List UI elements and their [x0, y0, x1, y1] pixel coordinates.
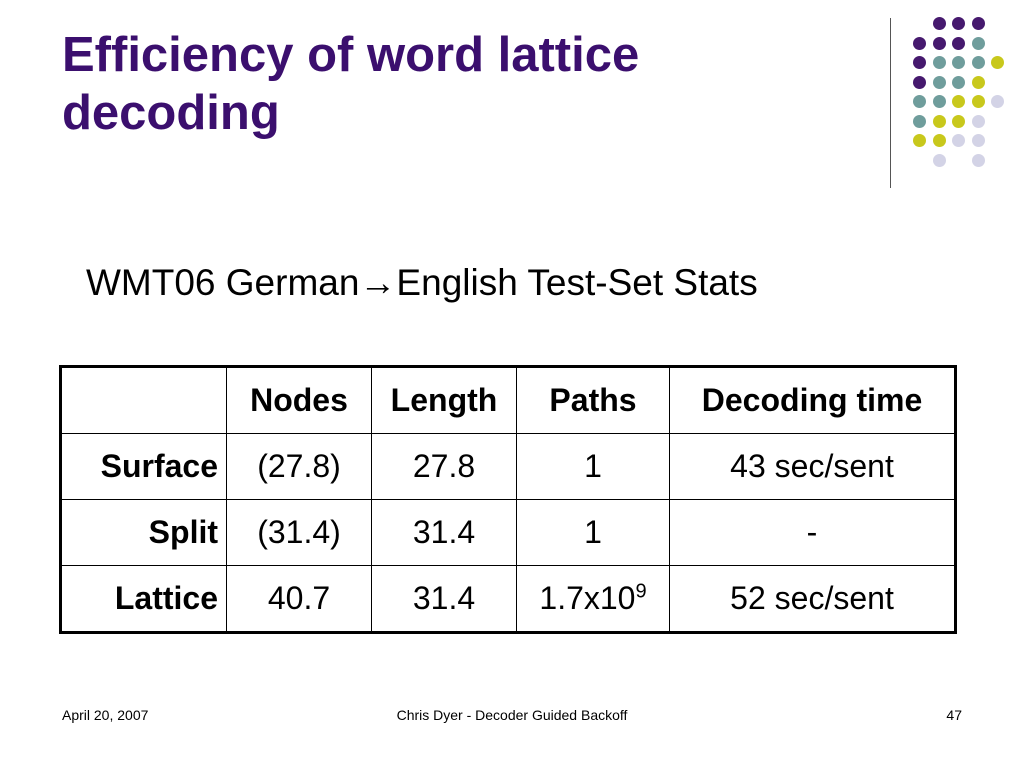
- header-nodes: Nodes: [227, 367, 372, 434]
- decorative-dot: [952, 37, 965, 50]
- cell-nodes: (31.4): [227, 500, 372, 566]
- paths-exponent: 9: [635, 580, 647, 603]
- decorative-dot: [933, 17, 946, 30]
- header-length: Length: [372, 367, 517, 434]
- decorative-dot: [952, 56, 965, 69]
- row-label: Lattice: [61, 566, 227, 633]
- decorative-dot: [933, 37, 946, 50]
- table-row-split: [61, 500, 956, 566]
- footer-author-title: Chris Dyer - Decoder Guided Backoff: [396, 707, 628, 723]
- table-subtitle: WMT06 German→English Test-Set Stats: [86, 262, 758, 303]
- row-label: Split: [61, 500, 227, 566]
- title-line-2: decoding: [62, 86, 280, 140]
- header-paths: Paths: [517, 367, 670, 434]
- decorative-dot: [952, 115, 965, 128]
- header-empty-cell: [61, 367, 227, 434]
- slide-title: [62, 26, 862, 142]
- paths-value: 1.7x10: [539, 580, 636, 616]
- footer-page-number: 47: [946, 707, 962, 723]
- cell-decoding-time: -: [670, 500, 956, 566]
- decorative-dot: [913, 76, 926, 89]
- decorative-dot: [952, 17, 965, 30]
- paths-value: 1: [584, 448, 602, 484]
- cell-decoding-time: 43 sec/sent: [670, 434, 956, 500]
- decorative-dot: [991, 95, 1004, 108]
- decorative-dot: [913, 56, 926, 69]
- title-line-1: Efficiency of word lattice: [62, 28, 640, 82]
- cell-nodes: (27.8): [227, 434, 372, 500]
- decorative-dot: [972, 154, 985, 167]
- table-header-row: [61, 367, 956, 434]
- cell-nodes: 40.7: [227, 566, 372, 633]
- decorative-dot: [952, 95, 965, 108]
- cell-paths: [517, 566, 670, 633]
- decorative-dot: [933, 115, 946, 128]
- decorative-dot: [972, 37, 985, 50]
- decorative-dot: [972, 115, 985, 128]
- table-row-lattice: [61, 566, 956, 633]
- decorative-dot: [933, 95, 946, 108]
- cell-paths: [517, 500, 670, 566]
- title-divider: [890, 18, 891, 188]
- table-row-surface: [61, 434, 956, 500]
- decorative-dot: [991, 56, 1004, 69]
- cell-paths: [517, 434, 670, 500]
- stats-table: [59, 365, 957, 634]
- decorative-dot: [952, 134, 965, 147]
- row-label: Surface: [61, 434, 227, 500]
- decorative-dot: [933, 76, 946, 89]
- cell-length: 31.4: [372, 566, 517, 633]
- decorative-dot: [913, 115, 926, 128]
- decorative-dot: [933, 154, 946, 167]
- decorative-dot: [952, 76, 965, 89]
- decorative-dot: [972, 95, 985, 108]
- decorative-dot: [972, 76, 985, 89]
- cell-length: 31.4: [372, 500, 517, 566]
- decorative-dot: [972, 17, 985, 30]
- decorative-dot: [913, 134, 926, 147]
- footer-date: April 20, 2007: [62, 707, 149, 723]
- decorative-dot: [913, 37, 926, 50]
- decorative-dot: [933, 134, 946, 147]
- cell-length: 27.8: [372, 434, 517, 500]
- decorative-dot: [933, 56, 946, 69]
- cell-decoding-time: 52 sec/sent: [670, 566, 956, 633]
- paths-value: 1: [584, 514, 602, 550]
- decorative-dot: [972, 56, 985, 69]
- header-decoding-time: Decoding time: [670, 367, 956, 434]
- decorative-dot: [972, 134, 985, 147]
- decorative-dot: [913, 95, 926, 108]
